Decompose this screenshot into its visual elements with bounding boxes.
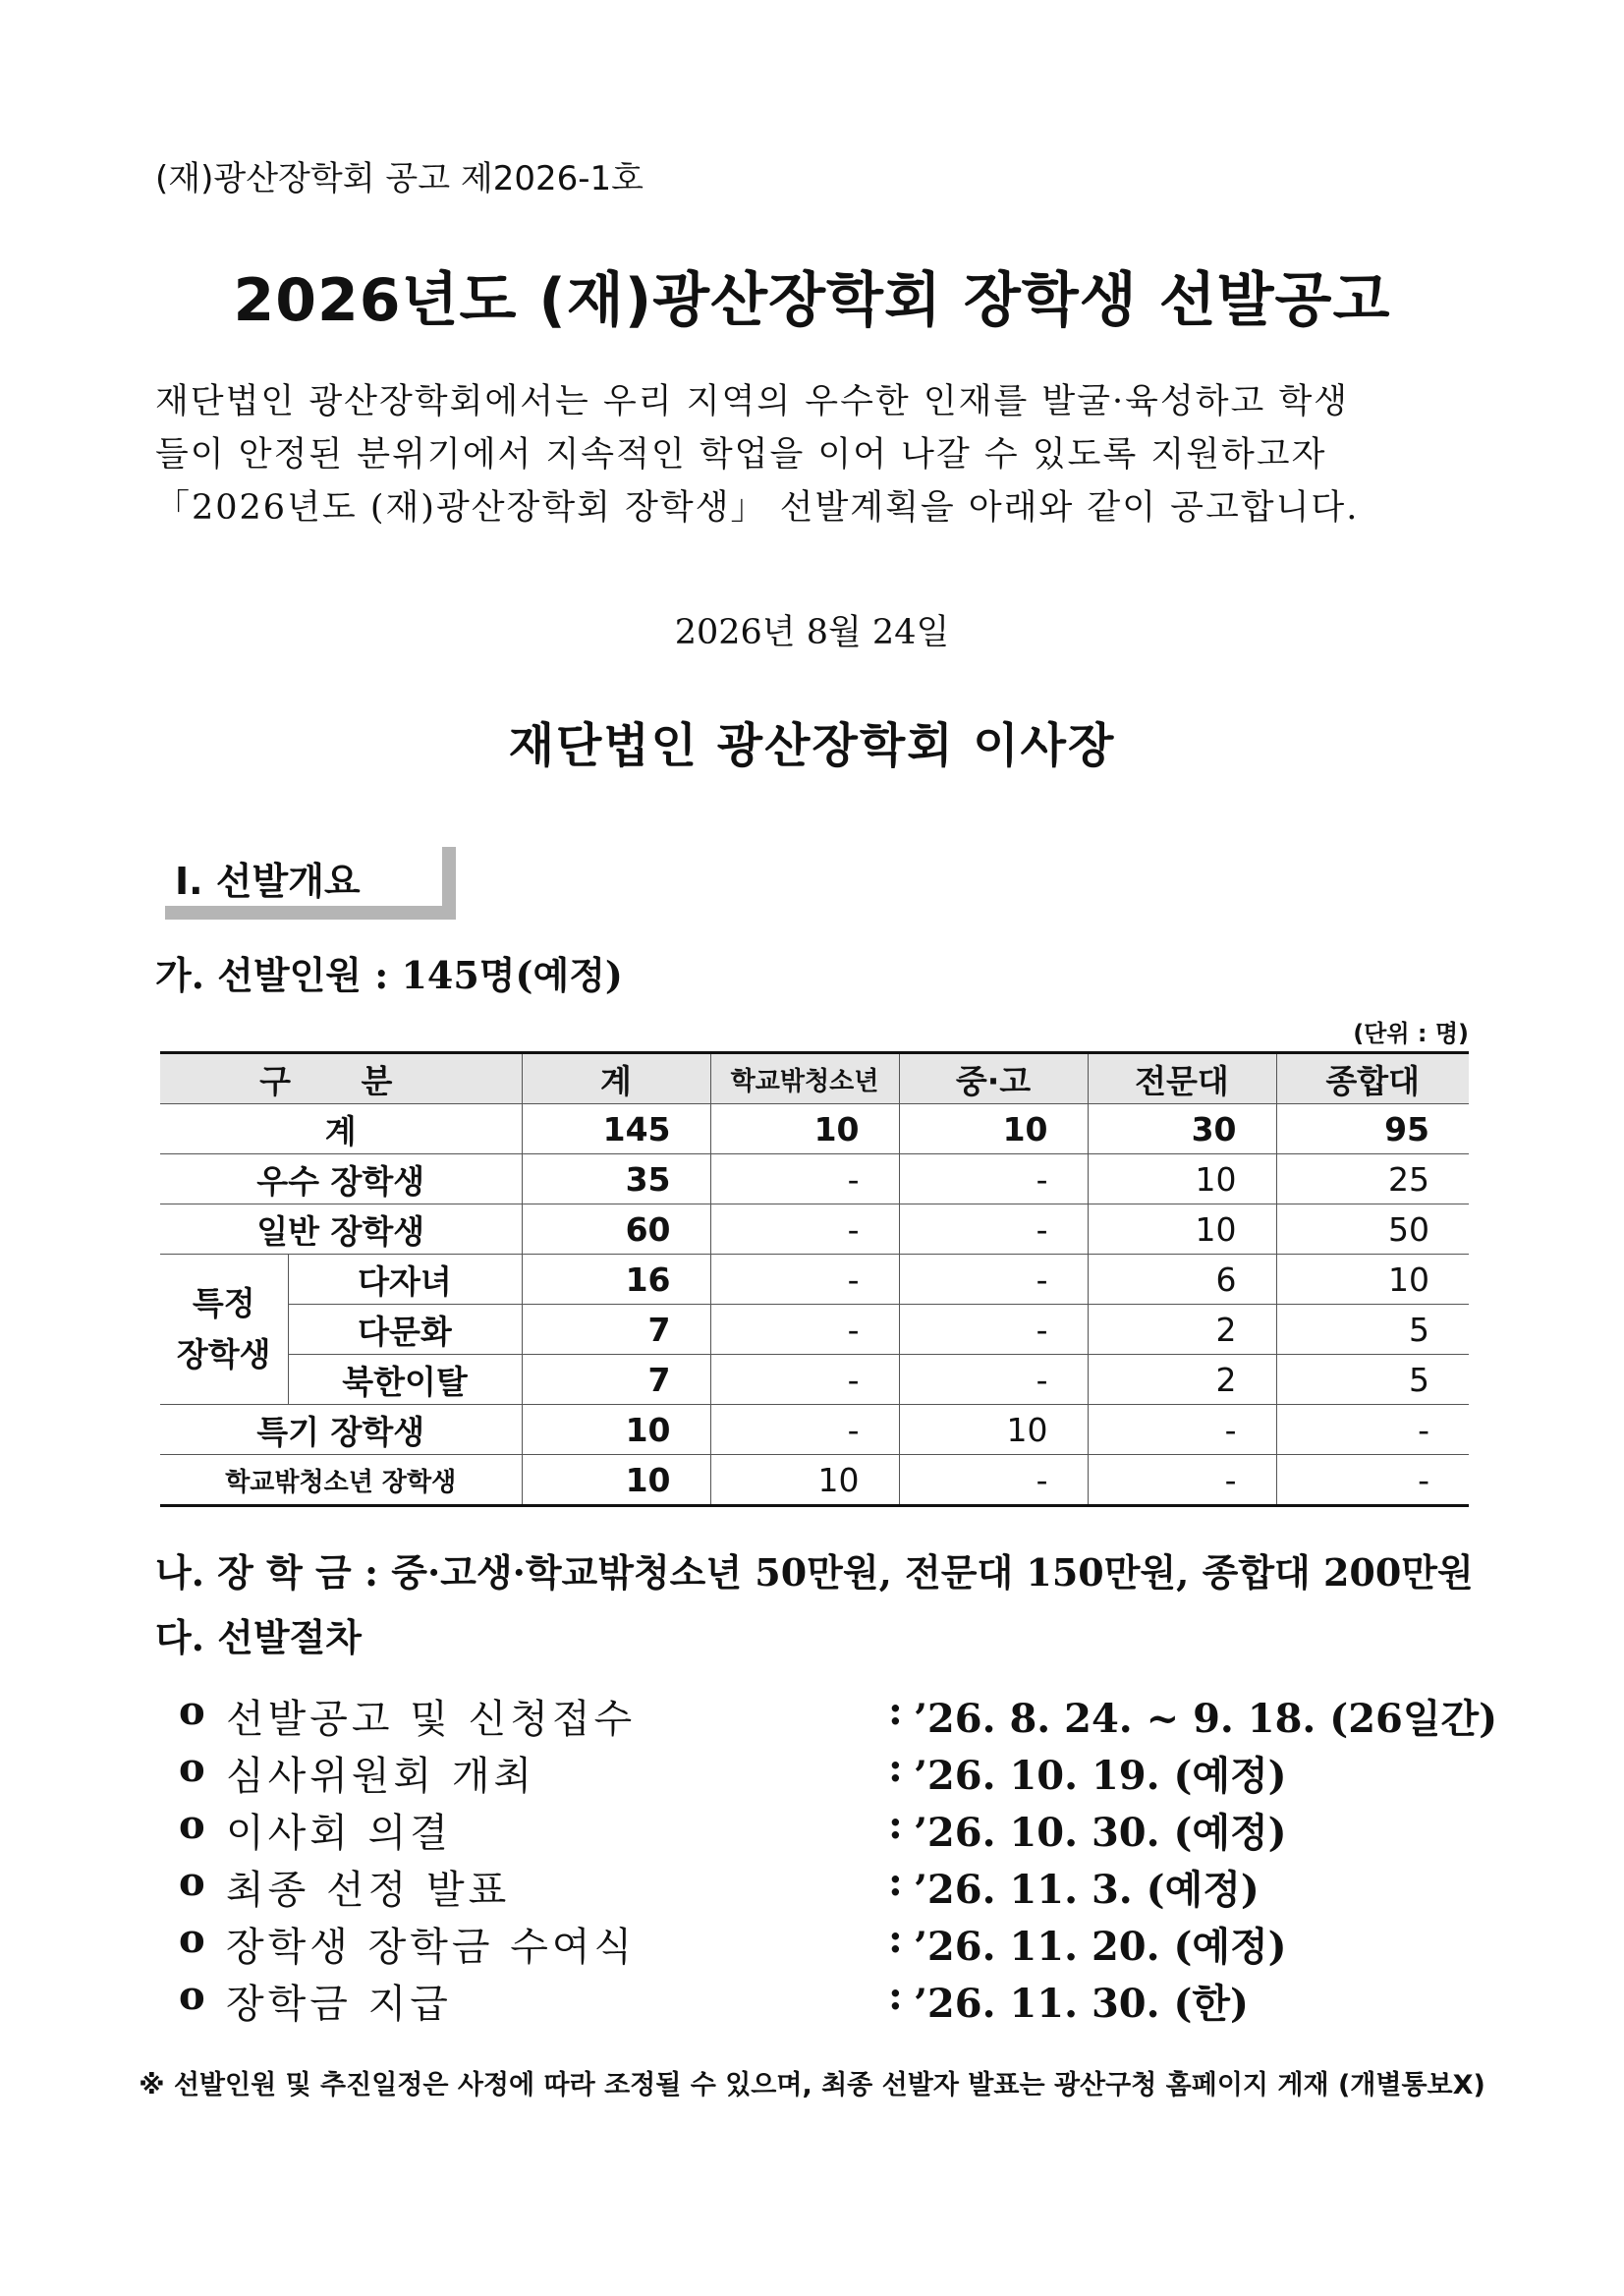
subsection-scholarship-amount: 나. 장 학 금 : 중·고생·학교밖청소년 50만원, 전문대 150만원, 종합대 200만원	[155, 1550, 1474, 1595]
table-cell: 16	[522, 1255, 710, 1305]
table-cell: 2	[1088, 1355, 1276, 1405]
schedule-date: ’26. 10. 30. (예정)	[914, 1810, 1287, 1856]
bullet-icon: o	[179, 1745, 205, 1791]
row-label: 다자녀	[288, 1255, 522, 1305]
table-header-cell: 계	[522, 1053, 710, 1104]
row-label: 일반 장학생	[160, 1204, 522, 1255]
intro-line: 재단법인 광산장학회에서는 우리 지역의 우수한 인재를 발굴·육성하고 학생	[155, 382, 1350, 421]
table-cell: 30	[1088, 1104, 1276, 1154]
signer: 재단법인 광산장학회 이사장	[508, 718, 1116, 773]
table-header-cell: 종합대	[1276, 1053, 1469, 1104]
bullet-icon: o	[179, 1688, 205, 1734]
table-header-cell: 전문대	[1088, 1053, 1276, 1104]
subsection-procedure: 다. 선발절차	[155, 1615, 362, 1659]
table-cell: 25	[1276, 1154, 1469, 1204]
table-header-cell: 구 분	[160, 1053, 522, 1104]
row-label: 계	[160, 1104, 522, 1154]
table-unit-note: (단위 : 명)	[1353, 1020, 1469, 1047]
table-cell: -	[710, 1154, 899, 1204]
schedule-colon: :	[888, 1973, 903, 2019]
table-cell: -	[710, 1355, 899, 1405]
table-cell: 10	[1276, 1255, 1469, 1305]
intro-line: 들이 안정된 분위기에서 지속적인 학업을 이어 나갈 수 있도록 지원하고자	[155, 435, 1327, 475]
table-cell: 7	[522, 1355, 710, 1405]
table-cell: 95	[1276, 1104, 1469, 1154]
row-label: 우수 장학생	[160, 1154, 522, 1204]
table-row	[160, 1305, 1469, 1355]
table-cell: -	[710, 1204, 899, 1255]
table-cell: -	[899, 1204, 1088, 1255]
subsection-selection-count: 가. 선발인원 : 145명(예정)	[155, 953, 623, 997]
notice-number: (재)광산장학회 공고 제2026-1호	[155, 159, 644, 198]
schedule-label: 심사위원회 개최	[226, 1754, 536, 1799]
table-cell: 10	[710, 1104, 899, 1154]
table-row	[160, 1405, 1469, 1455]
bullet-icon: o	[179, 1859, 205, 1905]
table-cell: 2	[1088, 1305, 1276, 1355]
table-cell: -	[1088, 1405, 1276, 1455]
schedule-label: 장학금 지급	[226, 1982, 452, 2027]
table-header-cell: 중·고	[899, 1053, 1088, 1104]
bullet-icon: o	[179, 1802, 205, 1848]
schedule-date: ’26. 11. 30. (한)	[914, 1981, 1249, 2027]
table-cell: 10	[522, 1405, 710, 1455]
row-label: 다문화	[288, 1305, 522, 1355]
row-label: 특기 장학생	[160, 1405, 522, 1455]
footnote: ※ 선발인원 및 추진일정은 사정에 따라 조정될 수 있으며, 최종 선발자 발표는 광산구청 홈페이지 게재 (개별통보X)	[139, 2070, 1485, 2100]
table-cell: -	[899, 1455, 1088, 1506]
page-title: 2026년도 (재)광산장학회 장학생 선발공고	[233, 266, 1391, 335]
schedule-colon: :	[888, 1916, 903, 1962]
table-row	[160, 1255, 1469, 1305]
table-cell: 6	[1088, 1255, 1276, 1305]
group-label	[160, 1255, 288, 1405]
table-header-cell: 학교밖청소년	[710, 1053, 899, 1104]
table-cell: 5	[1276, 1305, 1469, 1355]
bullet-icon: o	[179, 1973, 205, 2019]
notice-date: 2026년 8월 24일	[674, 613, 950, 652]
table-header-row	[160, 1053, 1469, 1104]
group-label-line: 특정	[192, 1284, 255, 1322]
table-cell: 10	[710, 1455, 899, 1506]
schedule-label: 선발공고 및 신청접수	[226, 1697, 637, 1742]
table-cell: 60	[522, 1204, 710, 1255]
table-cell: -	[899, 1305, 1088, 1355]
table-row	[160, 1204, 1469, 1255]
row-label: 북한이탈	[288, 1355, 522, 1405]
schedule-colon: :	[888, 1745, 903, 1791]
table-cell: -	[710, 1255, 899, 1305]
table-cell: 10	[1088, 1154, 1276, 1204]
table-row	[160, 1455, 1469, 1506]
intro-paragraph	[155, 375, 1472, 534]
schedule-label: 장학생 장학금 수여식	[226, 1925, 637, 1970]
table-cell: 7	[522, 1305, 710, 1355]
schedule-colon: :	[888, 1802, 903, 1848]
table-cell: 10	[899, 1405, 1088, 1455]
table-cell: 10	[1088, 1204, 1276, 1255]
schedule-colon: :	[888, 1859, 903, 1905]
schedule-label: 최종 선정 발표	[226, 1868, 511, 1913]
allocation-table	[160, 1051, 1469, 1507]
group-label-line: 장학생	[176, 1335, 271, 1373]
schedule-colon: :	[888, 1688, 903, 1734]
table-cell: -	[710, 1405, 899, 1455]
table-cell: -	[899, 1154, 1088, 1204]
table-cell: -	[899, 1355, 1088, 1405]
table-row	[160, 1355, 1469, 1405]
table-cell: -	[710, 1305, 899, 1355]
row-label: 학교밖청소년 장학생	[160, 1455, 522, 1506]
table-cell: 145	[522, 1104, 710, 1154]
schedule-date: ’26. 10. 19. (예정)	[914, 1753, 1287, 1799]
schedule-label: 이사회 의결	[226, 1811, 452, 1856]
bullet-icon: o	[179, 1916, 205, 1962]
table-cell: 50	[1276, 1204, 1469, 1255]
table-cell: 5	[1276, 1355, 1469, 1405]
schedule-date: ’26. 11. 20. (예정)	[914, 1924, 1287, 1970]
table-cell: 10	[522, 1455, 710, 1506]
table-cell: -	[1088, 1455, 1276, 1506]
table-cell: 35	[522, 1154, 710, 1204]
table-row	[160, 1104, 1469, 1154]
table-cell: -	[1276, 1405, 1469, 1455]
intro-line: 「2026년도 (재)광산장학회 장학생」 선발계획을 아래와 같이 공고합니다.	[155, 488, 1360, 528]
table-row	[160, 1154, 1469, 1204]
table-cell: -	[899, 1255, 1088, 1305]
section-title: Ⅰ. 선발개요	[175, 860, 361, 903]
schedule-date: ’26. 11. 3. (예정)	[914, 1867, 1260, 1913]
table-cell: -	[1276, 1455, 1469, 1506]
table-cell: 10	[899, 1104, 1088, 1154]
schedule-date: ’26. 8. 24. ~ 9. 18. (26일간)	[914, 1696, 1498, 1742]
